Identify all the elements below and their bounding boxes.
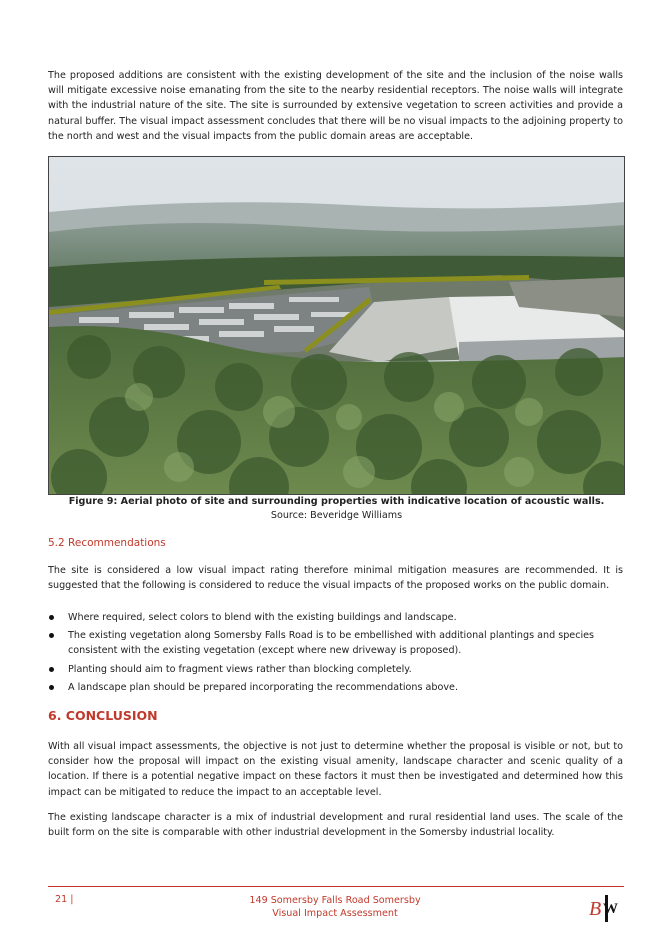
recommendations-heading: 5.2 Recommendations (48, 537, 166, 549)
list-item-text: The existing vegetation along Somersby Falls Road is to be embellished with additional plantings and species consistent with the existing vegetation (except where new driveway is proposed). (68, 630, 595, 657)
list-item-text: Planting should aim to fragment views rather than blocking completely. (68, 663, 412, 675)
svg-text:B: B (589, 898, 602, 920)
recommendations-paragraph: The site is considered a low visual impact rating therefore minimal mitigation measures are recommended. It is suggested that the following is considered to reduce the visual impacts of the proposed works on the public domain. (48, 565, 623, 592)
bullet-icon (49, 685, 54, 690)
bullet-icon (49, 667, 54, 672)
footer-title (200, 894, 470, 920)
bullet-icon (49, 633, 54, 638)
conclusion-heading: 6. CONCLUSION (48, 708, 158, 723)
svg-text:W: W (603, 901, 618, 917)
bw-logo (588, 893, 622, 923)
list-item-text: A landscape plan should be prepared incorporating the recommendations above. (68, 681, 459, 693)
intro-paragraph: The proposed additions are consistent with the existing development of the site and the inclusion of the noise walls will mitigate excessive noise emanating from the site to the nearby residential receptors. The noise walls will integrate with the industrial nature of the site. The site is surrounded by extensive vegetation to screen activities and provide a natural buffer. The visual impact assessment concludes that there will be no visual impacts to the adjoining property to the north and west and the visual impacts from the public domain areas are acceptable. (48, 70, 623, 142)
footer-divider (48, 886, 624, 887)
aerial-photo (48, 156, 625, 495)
figure-source: Source: Beveridge Williams (270, 510, 403, 521)
bw-logo-icon (588, 893, 622, 923)
figure-caption: Figure 9: Aerial photo of site and surrounding properties with indicative location of acoustic walls. (68, 496, 605, 507)
conclusion-paragraph-1: With all visual impact assessments, the objective is not just to determine whether the proposal is visible or not, but to consider how the proposal will impact on the existing visual amenity, landscape character and scenic quality of a location. If there is a potential negative impact on these factors it must then be investigated and determined how this impact can be mitigated to reduce the impact to an acceptable level. (48, 741, 623, 798)
list-item (48, 628, 623, 658)
bullet-icon (49, 615, 54, 620)
list-item (48, 680, 623, 695)
list-item-text: Where required, select colors to blend with the existing buildings and landscape. (68, 612, 457, 623)
page-number: 21 | (55, 894, 74, 905)
list-item (48, 610, 623, 625)
conclusion-paragraph-2: The existing landscape character is a mix of industrial development and rural residential land uses. The scale of the built form on the site is comparable with other industrial development in the Somersby industrial locality. (48, 812, 623, 839)
list-item (48, 662, 623, 677)
recommendations-list (48, 610, 623, 698)
footer-title-line-1: 149 Somersby Falls Road Somersby (249, 895, 421, 906)
footer-title-line-2: Visual Impact Assessment (272, 908, 398, 919)
aerial-photo-illustration (49, 157, 625, 495)
